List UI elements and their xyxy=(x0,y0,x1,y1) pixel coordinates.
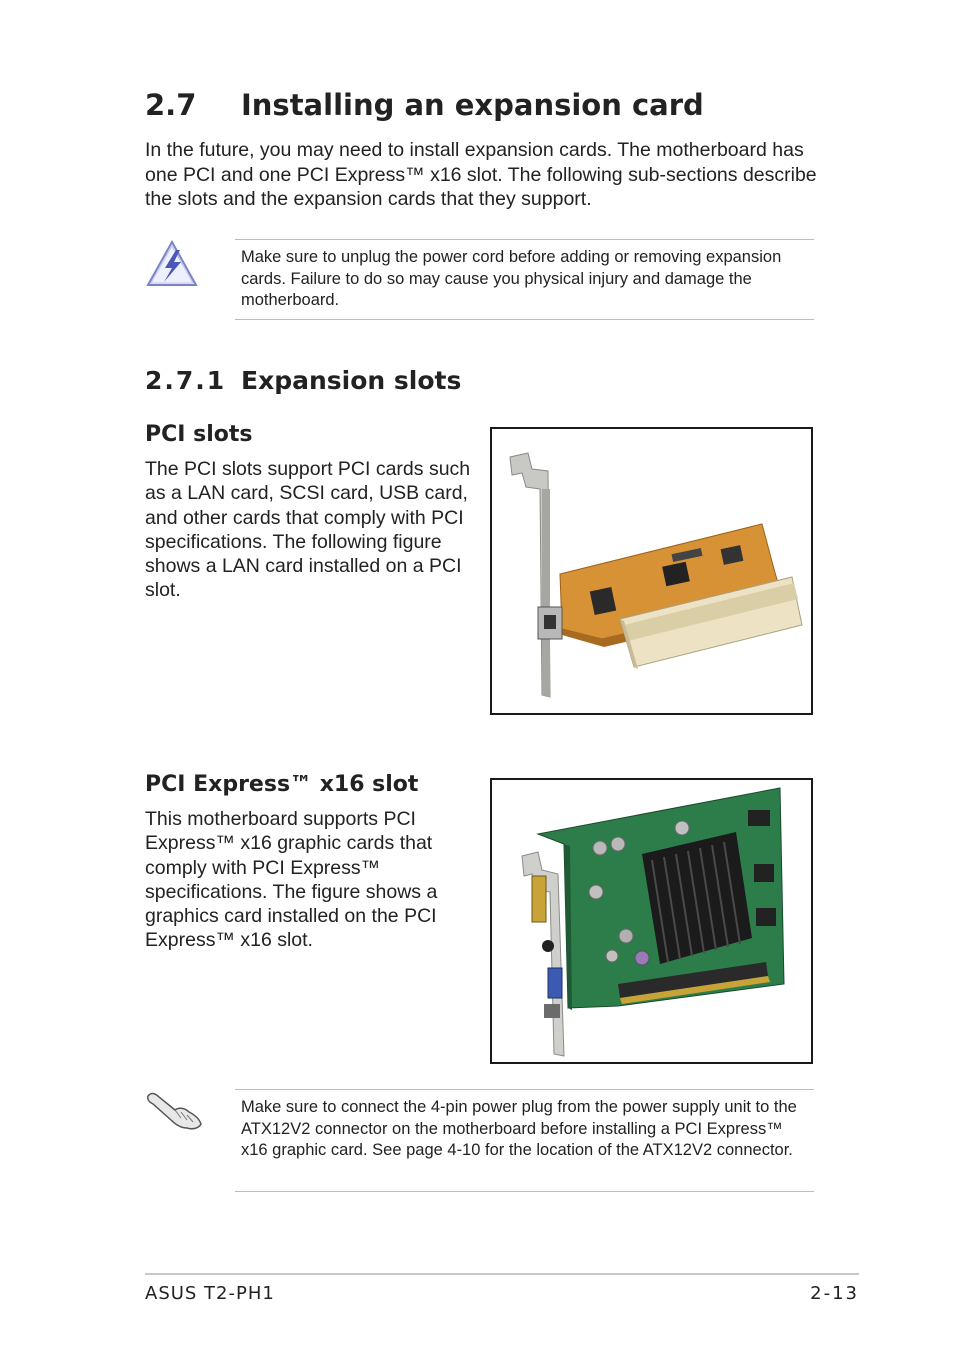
section-title: Installing an expansion card xyxy=(241,88,704,122)
subsection-title: Expansion slots xyxy=(241,366,462,395)
subsection-heading xyxy=(145,366,461,395)
section-number: 2.7 xyxy=(145,88,197,122)
footer-rule xyxy=(145,1273,859,1275)
warning-note-text: Make sure to unplug the power cord before adding or removing expansion cards. Failure to do so may cause you physical injury and damage the motherboard. xyxy=(241,248,782,310)
pcie-heading: PCI Express™ x16 slot xyxy=(145,772,419,797)
pci-heading: PCI slots xyxy=(145,422,253,447)
graphics-card-illustration xyxy=(492,780,811,1062)
hand-note xyxy=(235,1089,814,1192)
pcie-graphics-card-figure xyxy=(490,778,813,1064)
footer-product-name: ASUS T2-PH1 xyxy=(145,1283,275,1304)
pci-paragraph: The PCI slots support PCI cards such as a LAN card, SCSI card, USB card, and other cards that comply with PCI specifications. The following figure shows a LAN card installed on a PCI slot. xyxy=(145,458,471,602)
section-heading xyxy=(145,88,704,122)
pcie-paragraph: This motherboard supports PCI Express™ x16 graphic cards that comply with PCI Express™ specifications. The figure shows a graphics card installed on the PCI Express™ x16 slot. xyxy=(145,808,438,952)
warning-note xyxy=(235,239,814,320)
intro-paragraph: In the future, you may need to install expansion cards. The motherboard has one PCI and one PCI Express™ x16 slot. The following sub-sections describe the slots and the expansion cards that they support. xyxy=(145,139,817,210)
subsection-number: 2.7.1 xyxy=(145,366,227,395)
pointing-hand-icon xyxy=(145,1088,205,1132)
warning-lightning-icon xyxy=(145,238,199,288)
footer-page-number: 2-13 xyxy=(810,1283,859,1304)
hand-note-text: Make sure to connect the 4-pin power plug from the power supply unit to the ATX12V2 connector on the motherboard before installing a PCI Express™ x16 graphic card. See page 4-10 for the location of the ATX12V2 connector. xyxy=(241,1098,797,1160)
pci-lan-card-figure xyxy=(490,427,813,715)
lan-card-illustration xyxy=(492,429,811,713)
